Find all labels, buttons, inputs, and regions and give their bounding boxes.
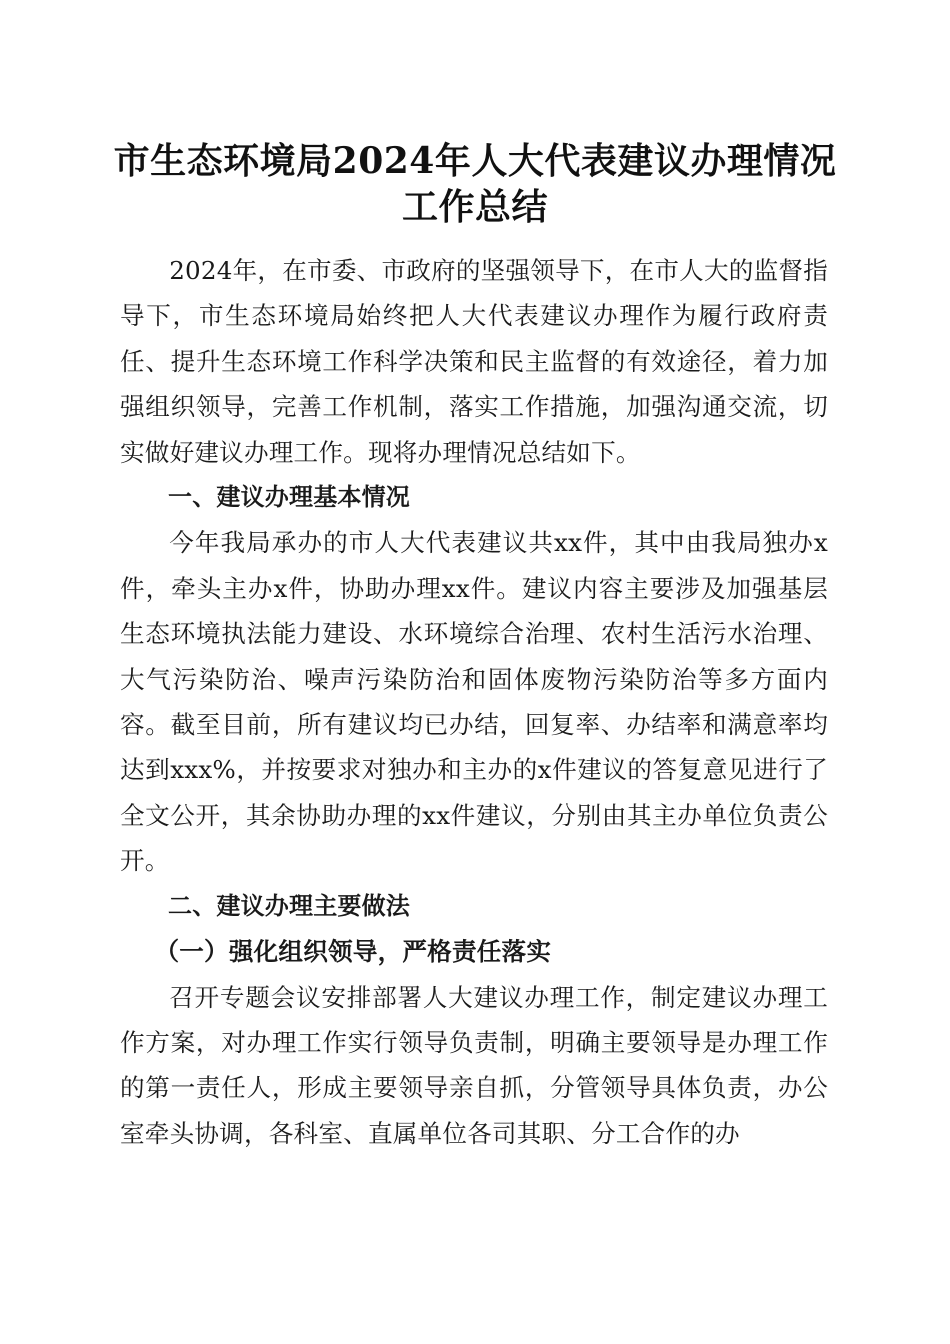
intro-paragraph: 2024年，在市委、市政府的坚强领导下，在市人大的监督指导下，市生态环境局始终把人大代表建议办理作为履行政府责任、提升生态环境工作科学决策和民主监督的有效途径，着力加强组织领导，完善工作机制，落实工作措施，加强沟通交流，切实做好建议办理工作。现将办理情况总结如下。 [120,256,828,467]
section-2-heading: 二、建议办理主要做法 [168,891,410,920]
document-title-line-2: 工作总结 [401,186,548,228]
subsection-1-heading: （一）强化组织领导，严格责任落实 [154,937,552,967]
section-1-heading: 一、建议办理基本情况 [168,483,410,512]
document-body [120,248,828,1156]
document-title-line-1: 市生态环境局2024年人大代表建议办理情况 [113,140,837,182]
section-1-paragraph: 今年我局承办的市人大代表建议共xx件，其中由我局独办x件，牵头主办x件，协助办理xx件。建议内容主要涉及加强基层生态环境执法能力建设、水环境综合治理、农村生活污水治理、大气污染防治、噪声污染防治和固体废物污染防治等多方面内容。截至目前，所有建议均已办结，回复率、办结率和满意率均达到xxx%，并按要求对独办和主办的x件建议的答复意见进行了全文公开，其余协助办理的xx件建议，分别由其主办单位负责公开。 [120,528,828,876]
subsection-1-paragraph: 召开专题会议安排部署人大建议办理工作，制定建议办理工作方案，对办理工作实行领导负责制，明确主要领导是办理工作的第一责任人，形成主要领导亲自抓，分管领导具体负责，办公室牵头协调，各科室、直属单位各司其职、分工合作的办 [120,982,828,1148]
